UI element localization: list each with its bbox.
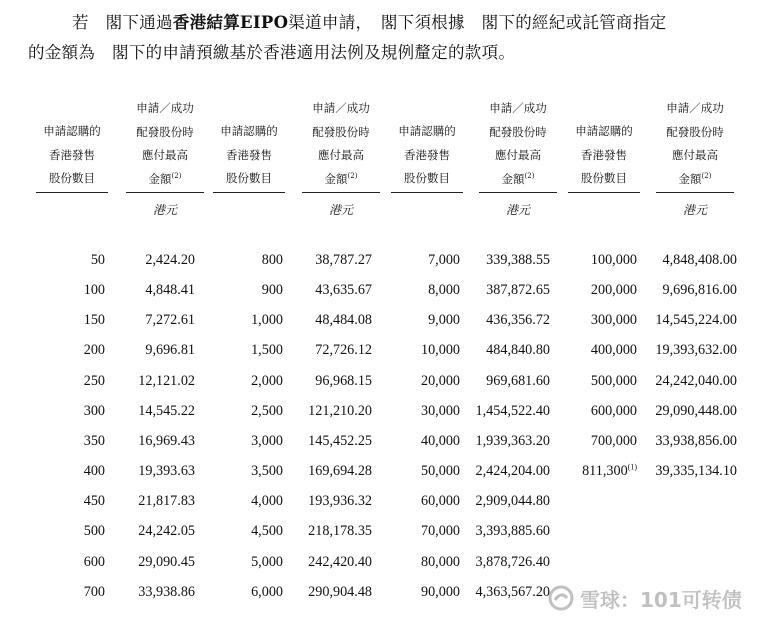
shares-value: 500,000 (590, 372, 637, 389)
watermark (548, 583, 768, 613)
amount-cell: 7,272.61 (145, 312, 195, 329)
shares-value: 811,300 (582, 463, 628, 480)
amount-cell: 19,393,632.00 (655, 342, 737, 359)
amount-header-line (656, 144, 734, 168)
amount-column-header (479, 97, 557, 193)
shares-value: 400 (83, 463, 105, 480)
shares-value: 900 (261, 282, 283, 299)
amount-cell: 169,694.28 (308, 463, 372, 480)
shares-cell (251, 462, 283, 480)
shares-cell (84, 492, 105, 510)
shares-header-line: 申請認購的 (43, 124, 101, 138)
amount-cell: 14,545.22 (138, 402, 195, 419)
currency-unit-label: 港元 (152, 203, 177, 217)
shares-cell (421, 462, 460, 480)
shares-header-line: 香港發售 (49, 147, 95, 162)
amount-header-text: 金額 (678, 171, 702, 186)
amount-header-text: 金額 (148, 171, 172, 186)
intro-line1-bold: 香港結算EIPO (172, 13, 289, 32)
amount-cell: 12,121.02 (138, 372, 195, 389)
amount-cell: 2,424.20 (145, 252, 195, 268)
amount-header-line (302, 144, 380, 168)
currency-unit-label: 港元 (505, 203, 530, 217)
shares-column-header (568, 120, 640, 193)
amount-cell: 218,178.35 (308, 523, 372, 540)
shares-cell (251, 492, 283, 510)
amount-column-header (656, 97, 734, 193)
shares-cell (591, 311, 637, 329)
shares-column-header (36, 120, 108, 193)
shares-value: 1,500 (251, 342, 283, 359)
amount-header-text: 應付最高 (672, 148, 718, 162)
shares-cell (591, 251, 637, 269)
amount-cell: 72,726.12 (315, 342, 372, 359)
amount-cell: 29,090.45 (138, 553, 195, 570)
shares-cell (251, 522, 283, 540)
amount-header-line (479, 168, 557, 192)
amount-cell: 24,242,040.00 (655, 372, 737, 389)
amount-cell: 43,635.67 (315, 282, 372, 299)
shares-value: 90,000 (420, 583, 460, 600)
shares-value: 200,000 (590, 282, 637, 299)
amount-cell: 387,872.65 (486, 282, 550, 299)
amount-cell: 96,968.15 (315, 372, 372, 389)
shares-value: 8,000 (428, 282, 460, 299)
shares-value: 1,000 (251, 312, 283, 329)
amount-header-line (126, 144, 204, 168)
shares-value: 50,000 (420, 463, 460, 480)
shares-cell (428, 311, 460, 329)
shares-cell (84, 281, 105, 299)
shares-value: 7,000 (428, 252, 460, 268)
amount-cell: 1,454,522.40 (475, 402, 550, 419)
shares-value: 250 (83, 372, 105, 389)
currency-unit-label: 港元 (328, 203, 353, 217)
shares-value: 30,000 (420, 402, 460, 419)
shares-value: 70,000 (420, 523, 460, 540)
shares-value: 300,000 (590, 312, 637, 329)
shares-cell (251, 402, 283, 420)
amount-cell: 21,817.83 (138, 493, 195, 510)
amount-cell: 16,969.43 (138, 432, 195, 449)
amount-cell: 193,936.32 (308, 493, 372, 510)
shares-value: 350 (83, 432, 105, 449)
amount-column-header (126, 97, 204, 193)
amount-cell: 24,242.05 (138, 523, 195, 540)
amount-header-line (479, 121, 557, 145)
amount-header-line (302, 97, 380, 121)
shares-header-line: 股份數目 (581, 171, 627, 185)
intro-paragraph (28, 8, 758, 68)
amount-cell: 484,840.80 (486, 342, 550, 359)
watermark-text: 雪球：101可转债 (580, 587, 742, 612)
amount-cell: 38,787.27 (315, 252, 372, 268)
shares-cell (262, 251, 283, 269)
shares-value: 3,500 (251, 463, 283, 480)
shares-cell (428, 281, 460, 299)
shares-cell (251, 341, 283, 359)
amount-cell: 2,424,204.00 (475, 463, 550, 480)
amount-cell: 4,848,408.00 (662, 252, 737, 268)
shares-cell (582, 462, 637, 480)
amount-cell: 121,210.20 (308, 402, 372, 419)
amount-header-line (126, 97, 204, 121)
shares-cell (84, 341, 105, 359)
amount-header-text: 金額 (501, 171, 525, 186)
intro-line-1 (28, 8, 758, 38)
amount-header-footnote: (2) (171, 171, 182, 180)
shares-value: 50 (90, 252, 105, 268)
shares-cell (251, 372, 283, 390)
amount-header-line (126, 168, 204, 192)
amount-header-text: 申請／成功 (489, 101, 547, 115)
amount-header-footnote: (2) (347, 171, 358, 180)
amount-cell: 969,681.60 (486, 372, 550, 389)
shares-cell (251, 553, 283, 571)
shares-value: 80,000 (420, 553, 460, 570)
shares-header-line: 香港發售 (581, 147, 627, 162)
shares-header-line: 股份數目 (404, 171, 450, 185)
shares-value: 4,000 (251, 493, 283, 510)
amount-header-text: 配發股份時 (136, 124, 194, 139)
shares-cell (262, 281, 283, 299)
shares-cell (591, 341, 637, 359)
amount-column-header (302, 97, 380, 193)
amount-header-text: 申請／成功 (312, 101, 370, 115)
shares-value: 300 (83, 402, 105, 419)
amount-cell: 19,393.63 (138, 463, 195, 480)
shares-column-header (213, 120, 285, 193)
shares-value: 9,000 (428, 312, 460, 329)
amount-cell: 290,904.48 (308, 583, 372, 600)
amount-cell: 9,696,816.00 (662, 282, 737, 299)
shares-cell (84, 583, 105, 601)
amount-header-line (656, 121, 734, 145)
shares-value: 600,000 (590, 402, 637, 419)
amount-cell: 3,878,726.40 (475, 553, 550, 570)
shares-value: 60,000 (420, 493, 460, 510)
amount-header-text: 申請／成功 (136, 101, 194, 115)
currency-unit-label: 港元 (682, 203, 707, 217)
amount-header-line (302, 121, 380, 145)
shares-cell (421, 402, 460, 420)
shares-value: 4,500 (251, 523, 283, 540)
amount-header-text: 應付最高 (142, 148, 188, 162)
amount-header-line (126, 121, 204, 145)
amount-header-text: 配發股份時 (489, 124, 547, 139)
amount-cell: 2,909,044.80 (475, 493, 550, 510)
shares-header-line: 申請認購的 (575, 124, 633, 138)
shares-value: 10,000 (420, 342, 460, 359)
amount-cell: 4,848.41 (145, 282, 195, 299)
amount-cell: 4,363,567.20 (475, 583, 550, 600)
snowball-logo-icon (548, 585, 574, 611)
amount-header-footnote: (2) (701, 171, 712, 180)
shares-value: 100,000 (590, 252, 637, 268)
amount-header-text: 申請／成功 (666, 101, 724, 115)
shares-value: 3,000 (251, 432, 283, 449)
shares-cell (84, 402, 105, 420)
shares-header-line: 股份數目 (226, 171, 272, 185)
shares-cell (421, 341, 460, 359)
amount-header-line (656, 168, 734, 192)
amount-cell: 145,452.25 (308, 432, 372, 449)
shares-header-line: 香港發售 (226, 147, 272, 162)
amount-header-text: 應付最高 (318, 148, 364, 162)
shares-value: 2,500 (251, 402, 283, 419)
shares-cell (591, 432, 637, 450)
shares-cell (421, 432, 460, 450)
shares-footnote: (1) (627, 462, 637, 472)
shares-cell (84, 311, 105, 329)
shares-value: 400,000 (590, 342, 637, 359)
shares-value: 20,000 (420, 372, 460, 389)
shares-cell (84, 553, 105, 571)
shares-cell (91, 251, 105, 269)
shares-value: 700,000 (590, 432, 637, 449)
amount-header-line (479, 97, 557, 121)
amount-header-text: 應付最高 (495, 148, 541, 162)
shares-cell (251, 311, 283, 329)
amount-cell: 39,335,134.10 (655, 463, 737, 480)
shares-cell (84, 372, 105, 390)
shares-cell (421, 553, 460, 571)
shares-cell (84, 432, 105, 450)
amount-cell: 339,388.55 (486, 252, 550, 268)
shares-value: 40,000 (420, 432, 460, 449)
amount-cell: 3,393,885.60 (475, 523, 550, 540)
shares-cell (421, 522, 460, 540)
amount-header-line (479, 144, 557, 168)
amount-cell: 33,938.86 (138, 583, 195, 600)
amount-cell: 14,545,224.00 (655, 312, 737, 329)
shares-value: 100 (83, 282, 105, 299)
shares-header-line: 申請認購的 (398, 124, 456, 138)
shares-cell (428, 251, 460, 269)
shares-cell (251, 583, 283, 601)
shares-value: 700 (83, 583, 105, 600)
shares-value: 600 (83, 553, 105, 570)
shares-cell (251, 432, 283, 450)
shares-cell (84, 522, 105, 540)
shares-value: 500 (83, 523, 105, 540)
shares-cell (421, 492, 460, 510)
amount-cell: 48,484.08 (315, 312, 372, 329)
amount-cell: 436,356.72 (486, 312, 550, 329)
amount-cell: 33,938,856.00 (655, 432, 737, 449)
amount-cell: 1,939,363.20 (475, 432, 550, 449)
shares-value: 150 (83, 312, 105, 329)
shares-cell (421, 372, 460, 390)
shares-value: 5,000 (251, 553, 283, 570)
shares-cell (591, 372, 637, 390)
amount-cell: 9,696.81 (145, 342, 195, 359)
shares-value: 2,000 (251, 372, 283, 389)
shares-value: 450 (83, 493, 105, 510)
shares-cell (84, 462, 105, 480)
shares-value: 200 (83, 342, 105, 359)
shares-column-header (391, 120, 463, 193)
amount-header-text: 配發股份時 (666, 124, 724, 139)
shares-cell (421, 583, 460, 601)
amount-header-text: 配發股份時 (312, 124, 370, 139)
shares-value: 800 (261, 252, 283, 268)
amount-cell: 242,420.40 (308, 553, 372, 570)
shares-header-line: 香港發售 (404, 147, 450, 162)
amount-cell: 29,090,448.00 (655, 402, 737, 419)
amount-header-text: 金額 (324, 171, 348, 186)
amount-header-line (656, 97, 734, 121)
shares-header-line: 申請認購的 (220, 124, 278, 138)
shares-cell (591, 281, 637, 299)
amount-header-line (302, 168, 380, 192)
intro-line1-b: 渠道申請， 閣下須根據 閣下的經紀或託管商指定 (288, 13, 667, 32)
intro-line-2: 的金額為 閣下的申請預繳基於香港適用法例及規例釐定的款項。 (28, 43, 516, 62)
shares-header-line: 股份數目 (49, 171, 95, 185)
amount-header-footnote: (2) (524, 171, 535, 180)
shares-cell (591, 402, 637, 420)
intro-line1-a: 若 閣下通過 (72, 13, 173, 32)
shares-value: 6,000 (251, 583, 283, 600)
